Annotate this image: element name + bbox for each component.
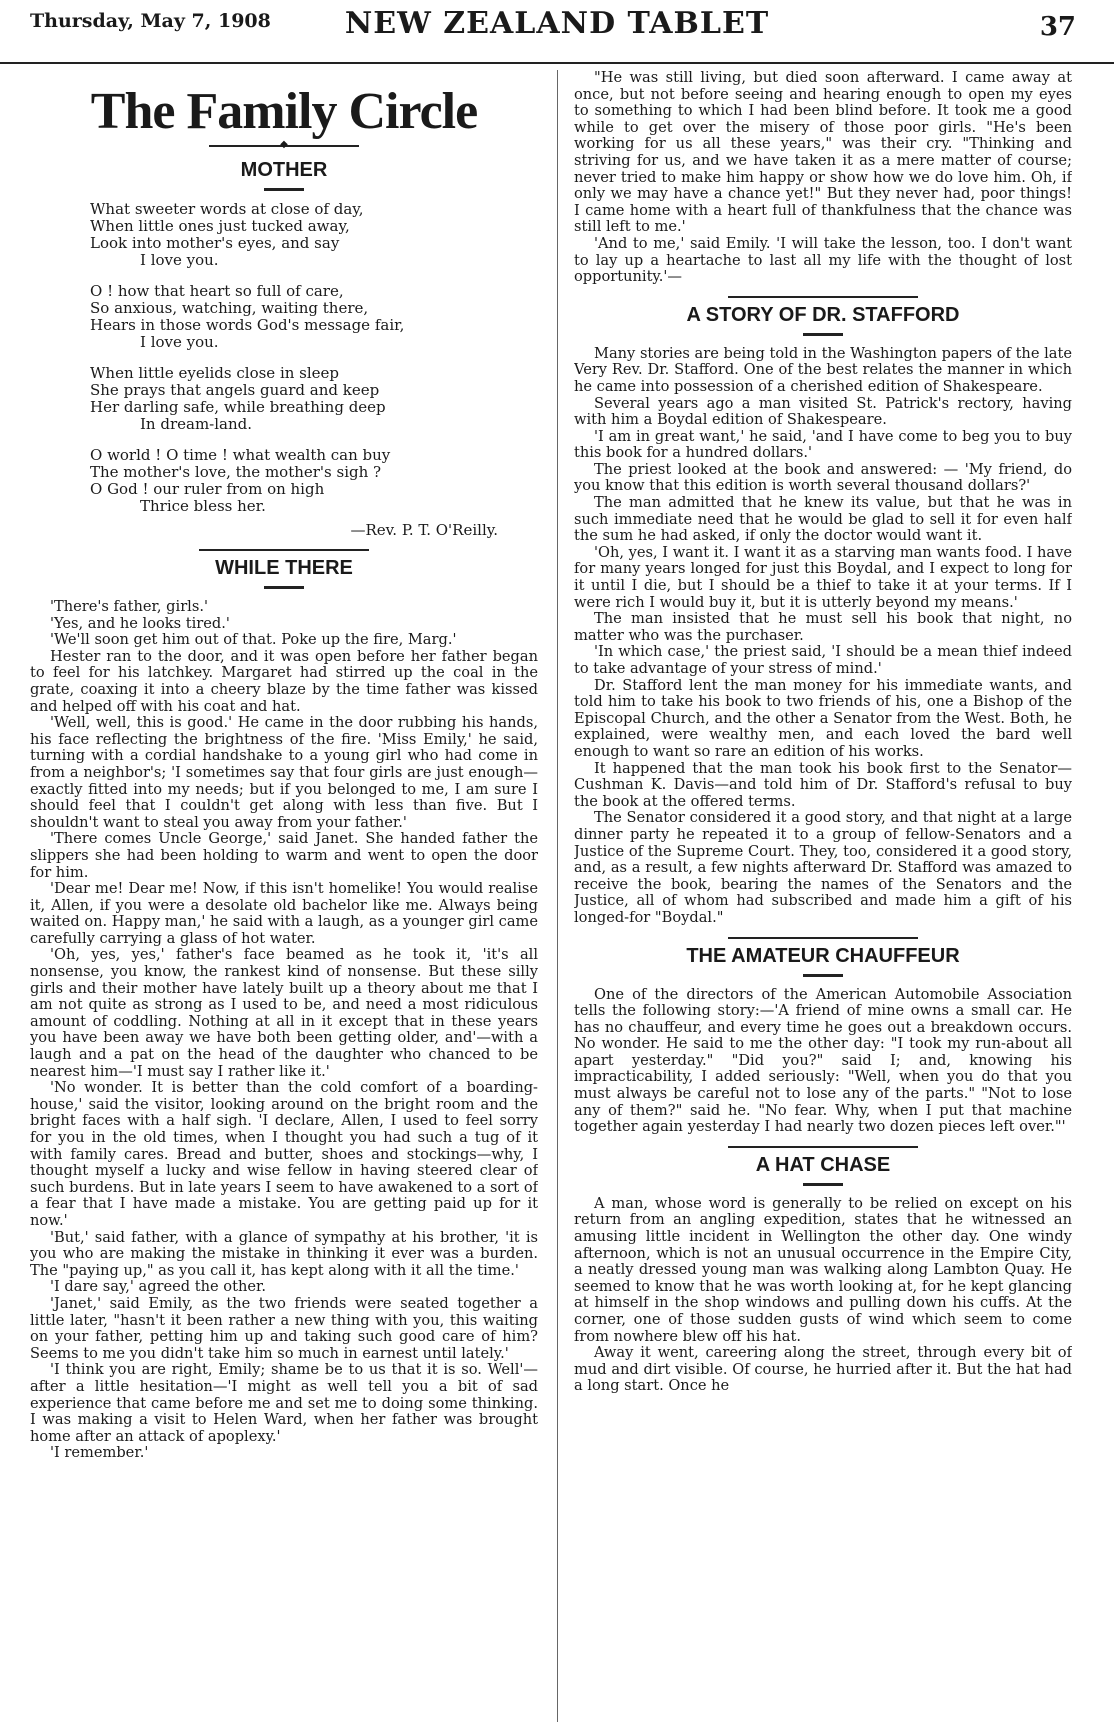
- paragraph: 'I remember.': [50, 1444, 149, 1462]
- paragraph: 'Oh, yes, I want it. I want it as a starving man wants food. I have for many years longed for just this Boydal, and I expect to long for it until I die, but I should be a thief to take it at your terms. If I were rich I would buy it, but it is utterly beyond my means.': [574, 543, 1072, 611]
- poem-stanza: [90, 365, 538, 433]
- poem-line: In dream-land.: [140, 415, 253, 433]
- paragraph: 'We'll soon get him out of that. Poke up the fire, Marg.': [50, 631, 457, 649]
- heading-rule: [803, 333, 843, 336]
- paragraph: "He was still living, but died soon afterward. I came away at once, but not before seeing and hearing enough to open my eyes to something to which I had been blind before. It took me a good while to get over the misery of those poor girls. "He's been working for us all these years," was their cry. "Thinking and striving for us, and we have taken it as a mere matter of course; never tried to make him happy or show how we do love him. Oh, if only we may have a chance yet!" But they never had, poor things! I came home with a heart full of thankfulness that the chance was still left to me.': [574, 70, 1072, 236]
- poem-stanza: [90, 201, 538, 269]
- heading-rule: [264, 188, 304, 191]
- paragraph: 'But,' said father, with a glance of sympathy at his brother, 'it is you who are making the mistake in thinking it ever was a burden. The "paying up," as you call it, has kept along with it all the time.': [30, 1228, 538, 1279]
- paragraph: 'And to me,' said Emily. 'I will take the lesson, too. I don't want to lay up a heartache to last all my life with the thought of lost opportunity.'—: [574, 234, 1072, 286]
- chauffeur-body: [574, 987, 1072, 1136]
- poem-line: When little eyelids close in sleep: [90, 364, 340, 382]
- continued-story: [574, 70, 1072, 286]
- poem-line: When little ones just tucked away,: [90, 217, 350, 235]
- poem-heading: MOTHER: [240, 159, 328, 181]
- paragraph: 'Oh, yes, yes,' father's face beamed as he took it, 'it's all nonsense, you know, the rankest kind of nonsense. But these silly girls and their mother have lately built up a theory about me that I am not quite as strong as I used to be, and need a most ridiculous amount of coddling. Nothing at all in it except that in these years you have been away we have both been getting older, and'—with a laugh and a pat on the head of the daughter who chanced to be nearest him—'I must say I rather like it.': [30, 946, 538, 1080]
- paragraph: Several years ago a man visited St. Patrick's rectory, having with him a Boydal edition of Shakespeare.: [574, 394, 1072, 429]
- paragraph: Hester ran to the door, and it was open before her father began to feel for his latchkey. Margaret had stirred up the coal in the grate, coaxing it into a cheery blaze by the time father was kissed and helped off with his coat and hat.: [30, 647, 538, 715]
- column-divider: [557, 70, 558, 1722]
- poem-stanza: [90, 283, 538, 351]
- paragraph: One of the directors of the American Automobile Association tells the following story:—'A friend of mine owns a small car. He has no chauffeur, and every time he goes out a breakdown occurs. No wonder. He said to me the other day: "I took my run-about all apart yesterday." "Did you?" said I; and, knowing his impracticability, I added seriously: "Well, when you do that you must always be careful not to lose any of the parts." "Not to lose any of them?" said he. "No fear. Why, when I put that machine together again yesterday I had nearly two dozen pieces left over."': [574, 985, 1072, 1136]
- paragraph: The Senator considered it a good story, and that night at a large dinner party he repeated it to a group of fellow-Senators and a Justice of the Supreme Court. They, too, considered it a good story, and, as a result, a few nights afterward Dr. Stafford was amazed to receive the book, bearing the names of the Senators and the Justice, all of whom had subscribed and made him a gift of his longed-for "Boydal.": [574, 809, 1072, 926]
- poem-line: Her darling safe, while breathing deep: [90, 398, 386, 416]
- poem-line: She prays that angels guard and keep: [90, 381, 380, 399]
- hat-heading: A HAT CHASE: [755, 1153, 891, 1176]
- poem-line: The mother's love, the mother's sigh ?: [90, 463, 382, 481]
- newspaper-title: NEW ZEALAND TABLET: [344, 6, 770, 41]
- paragraph: 'No wonder. It is better than the cold comfort of a boarding-house,' said the visitor, looking around on the bright room and the bright faces with a half sigh. 'I declare, Allen, I used to feel sorry for you in the old times, when I thought you had such a tug of it with family cares. Bread and butter, shoes and stockings—why, I thought myself a lucky and wise fellow in having steered clear of such burdens. But in late years I seem to have awakened to a sort of a fear that I have made a mistake. You are getting paid up for it now.': [30, 1079, 538, 1229]
- paragraph: The man insisted that he must sell his book that night, no matter who was the purchaser.: [574, 610, 1072, 644]
- poem-line: So anxious, watching, waiting there,: [90, 299, 369, 317]
- section-rule: [728, 937, 918, 939]
- poem-line: I love you.: [140, 251, 219, 269]
- section-title: The Family Circle: [90, 83, 478, 140]
- paragraph: It happened that the man took his book first to the Senator—Cushman K. Davis—and told him of Dr. Stafford's refusal to buy the book at the offered terms.: [574, 759, 1072, 810]
- stafford-heading: A STORY OF DR. STAFFORD: [686, 303, 960, 326]
- poem-line: Thrice bless her.: [140, 497, 266, 515]
- paragraph: 'I dare say,' agreed the other.: [50, 1278, 267, 1296]
- poem-line: O ! how that heart so full of care,: [90, 282, 344, 300]
- paragraph: 'There's father, girls.': [50, 598, 208, 615]
- section-rule: [199, 549, 369, 551]
- section-rule: [728, 296, 918, 298]
- issue-date: Thursday, May 7, 1908: [30, 10, 271, 32]
- paragraph: 'Well, well, this is good.' He came in the door rubbing his hands, his face reflecting the brightness of the fire. 'Miss Emily,' he said, turning with a cordial handshake to a young girl who had come in from a neighbor's; 'I sometimes say that four girls are just enough—exactly fitted into my needs; but if you belonged to me, I am sure I should feel that I couldn't get along with less than five. But I shouldn't want to steal you away from your father.': [30, 714, 538, 831]
- story-heading: WHILE THERE: [215, 557, 353, 579]
- heading-rule: [264, 586, 304, 589]
- paragraph: A man, whose word is generally to be relied on except on his return from an angling expedition, states that he witnessed an amusing little incident in Wellington the other day. One windy afternoon, which is not an unusual occurrence in the Empire City, a neatly dressed young man was walking along Lambton Quay. He seemed to know that he was worth looking at, for he kept glancing at himself in the shop windows and pulling down his cuffs. At the corner, one of those sudden gusts of wind which seem to come from nowhere blew off his hat.: [574, 1194, 1072, 1345]
- page-number: 37: [1039, 12, 1076, 42]
- paragraph: 'There comes Uncle George,' said Janet. She handed father the slippers she had been holding to warm and went to open the door for him.: [30, 830, 538, 881]
- chauffeur-heading: THE AMATEUR CHAUFFEUR: [686, 944, 960, 967]
- poem-line: What sweeter words at close of day,: [90, 200, 364, 218]
- poem: [90, 201, 538, 515]
- poem-line: O God ! our ruler from on high: [90, 480, 325, 498]
- poem-line: Look into mother's eyes, and say: [90, 234, 340, 252]
- stafford-body: [574, 346, 1072, 927]
- poem-attribution: —Rev. P. T. O'Reilly.: [350, 521, 498, 539]
- hat-body: [574, 1196, 1072, 1395]
- paragraph: 'I think you are right, Emily; shame be to us that it is so. Well'—after a little hesitation—'I might as well tell you a bit of sad experience that came before me and set me to doing some thinking. I was making a visit to Helen Ward, when her father was brought home after an attack of apoplexy.': [30, 1361, 538, 1445]
- poem-line: Hears in those words God's message fair,: [90, 316, 405, 334]
- paragraph: Away it went, careering along the street, through every bit of mud and dirt visible. Of course, he hurried after it. But the hat had a long start. Once he: [574, 1344, 1072, 1395]
- paragraph: 'Dear me! Dear me! Now, if this isn't homelike! You would realise it, Allen, if you were a desolate old bachelor like me. Always being waited on. Happy man,' he said with a laugh, as a younger girl came carefully carrying a glass of hot water.: [30, 880, 538, 947]
- paragraph: The priest looked at the book and answered: — 'My friend, do you know that this edition is worth several thousand dollars?': [574, 460, 1072, 495]
- poem-stanza: [90, 447, 538, 515]
- paragraph: 'In which case,' the priest said, 'I should be a mean thief indeed to take advantage of your stress of mind.': [574, 643, 1072, 677]
- poem-line: O world ! O time ! what wealth can buy: [90, 446, 391, 464]
- left-column: [30, 70, 538, 1722]
- paragraph: 'Yes, and he looks tired.': [50, 614, 230, 632]
- heading-rule: [803, 974, 843, 977]
- story-body: [30, 599, 538, 1462]
- paragraph: Dr. Stafford lent the man money for his immediate wants, and told him to take his book to two friends of his, one a Bishop of the Episcopal Church, and the other a Senator from the West. Both, he explained, were wealthy men, and each loved the bard well enough to want so rare an edition of his works.: [574, 676, 1072, 760]
- poem-line: I love you.: [140, 333, 219, 351]
- section-rule: [728, 1146, 918, 1148]
- paragraph: 'Janet,' said Emily, as the two friends were seated together a little later, "hasn't it been rather a new thing with you, this waiting on your father, petting him up and taking such good care of him? Seems to me you didn't take him so much in earnest until lately.': [30, 1294, 538, 1362]
- heading-rule: [803, 1183, 843, 1186]
- paragraph: 'I am in great want,' he said, 'and I have come to beg you to buy this book for a hundred dollars.': [574, 427, 1072, 462]
- paragraph: Many stories are being told in the Washington papers of the late Very Rev. Dr. Stafford. One of the best relates the manner in which he came into possession of a cherished edition of Shakespeare.: [574, 344, 1072, 395]
- ornament-rule: ◆: [209, 145, 359, 153]
- paragraph: The man admitted that he knew its value, but that he was in such immediate need that he would be glad to sell it for even half the sum he had asked, if only the doctor would want it.: [574, 494, 1072, 545]
- masthead: [0, 0, 1114, 64]
- right-column: [574, 70, 1072, 1722]
